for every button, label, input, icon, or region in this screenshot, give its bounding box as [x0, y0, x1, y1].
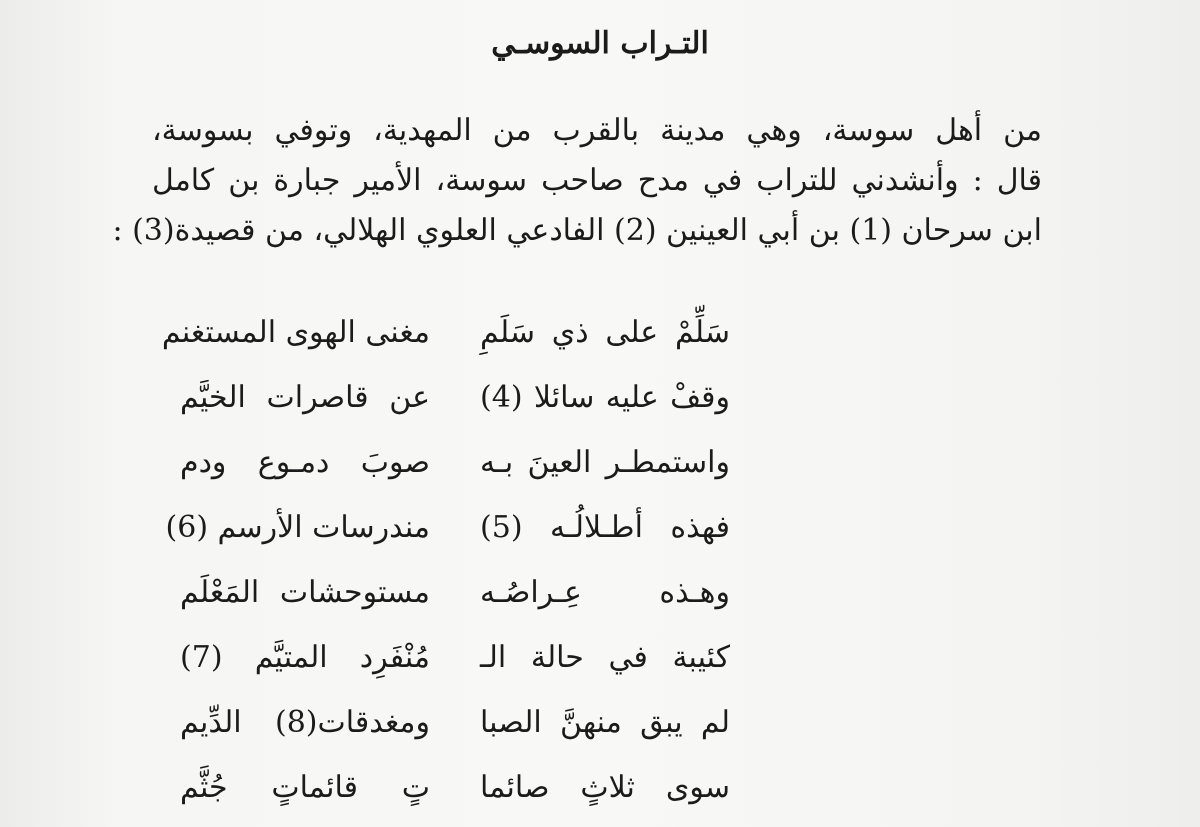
verse-second-hemistich: مستوحشات المَعْلَم	[180, 575, 430, 610]
verse-first-hemistich: لم يبق منهنَّ الصبا	[480, 705, 730, 740]
poem	[0, 300, 1200, 820]
verse-first-hemistich: فهذه أطـلالُـه (5)	[480, 510, 730, 545]
verse-second-hemistich: صوبَ دمـوع ودم	[180, 445, 430, 480]
poem-verse	[0, 625, 1200, 690]
paragraph-line: قال : وأنشدني للتراب في مدح صاحب سوسة، الأمير جبارة بن كامل	[152, 163, 1042, 198]
poem-verse	[0, 430, 1200, 495]
paragraph-line: من أهل سوسة، وهي مدينة بالقرب من المهدية، وتوفي بسوسة،	[152, 113, 1042, 148]
poem-verse	[0, 365, 1200, 430]
verse-second-hemistich: ومغدقات(8) الدِّيم	[180, 705, 430, 740]
verse-second-hemistich: مندرسات الأرسم (6)	[165, 510, 430, 545]
poem-verse	[0, 495, 1200, 560]
verse-first-hemistich: سَلِّمْ على ذي سَلَمِ	[480, 315, 730, 350]
verse-first-hemistich: كئيبة في حالة الـ	[480, 640, 730, 675]
verse-second-hemistich: مغنى الهوى المستغنم	[161, 315, 430, 350]
poem-verse	[0, 560, 1200, 625]
verse-first-hemistich: واستمطـر العينَ بـه	[480, 445, 730, 480]
verse-first-hemistich: وهـذه عِـراصُـه	[480, 575, 730, 610]
intro-paragraph	[112, 106, 1042, 256]
poem-verse	[0, 300, 1200, 365]
poem-verse	[0, 690, 1200, 755]
verse-first-hemistich: وقفْ عليه سائلا (4)	[480, 380, 730, 415]
verse-second-hemistich: تٍ قائماتٍ جُثَّم	[180, 770, 430, 805]
page-title: التـراب السوسـي	[491, 26, 709, 61]
poem-verse	[0, 755, 1200, 820]
paragraph-line: ابن سرحان (1) بن أبي العينين (2) الفادعي العلوي الهلالي، من قصيدة(3) :	[112, 213, 1042, 248]
verse-second-hemistich: عن قاصرات الخيَّم	[180, 380, 430, 415]
verse-first-hemistich: سوى ثلاثٍ صائما	[480, 770, 730, 805]
verse-second-hemistich: مُنْفَرِد المتيَّم (7)	[180, 640, 430, 675]
